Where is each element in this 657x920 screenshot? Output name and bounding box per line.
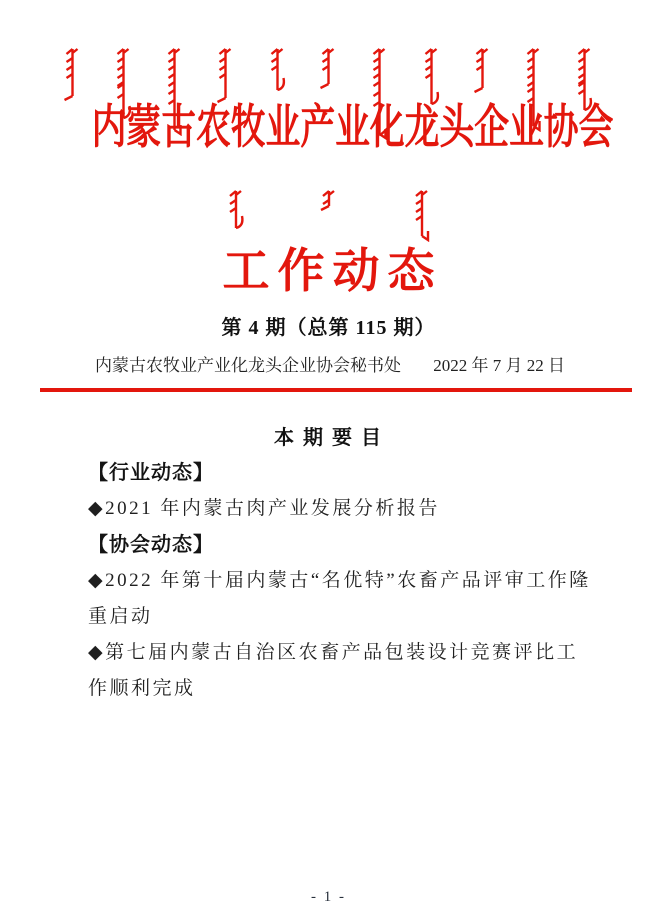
publisher-name: 内蒙古农牧业产业化龙头企业协会秘书处 <box>95 356 401 375</box>
document-title: 工作动态 <box>222 246 443 298</box>
organization-title <box>0 103 657 155</box>
toc-item: ◆2021 年内蒙古肉产业发展分析报告 <box>88 498 440 519</box>
mongolian-word-icon <box>471 44 493 94</box>
red-divider-rule <box>40 388 632 392</box>
mongolian-word-icon <box>225 186 247 234</box>
mongolian-word-icon <box>61 44 83 102</box>
mongolian-word-icon <box>420 44 442 110</box>
organization-title-text: 内蒙古农牧业产业化龙头企业协会 <box>91 102 614 154</box>
table-of-contents <box>88 455 596 707</box>
mongolian-word-icon <box>318 186 340 212</box>
toc-title: 本 期 要 目 <box>274 427 383 449</box>
mongolian-word-icon <box>317 44 339 90</box>
publish-date: 2022 年 7 月 22 日 <box>433 356 565 375</box>
mongolian-word-icon <box>215 44 237 104</box>
toc-section-heading-industry: 【行业动态】 <box>88 462 214 484</box>
toc-item: ◆第七届内蒙古自治区农畜产品包装设计竞赛评比工作顺利完成 <box>88 642 579 699</box>
toc-item: ◆2022 年第十届内蒙古“名优特”农畜产品评审工作隆重启动 <box>88 570 591 627</box>
toc-section-heading-association: 【协会动态】 <box>88 534 214 556</box>
issue-number-line: 第 4 期（总第 115 期） <box>221 317 436 339</box>
mongolian-word-icon <box>266 44 288 96</box>
byline <box>95 351 565 376</box>
page-number: - 1 - <box>311 889 346 905</box>
